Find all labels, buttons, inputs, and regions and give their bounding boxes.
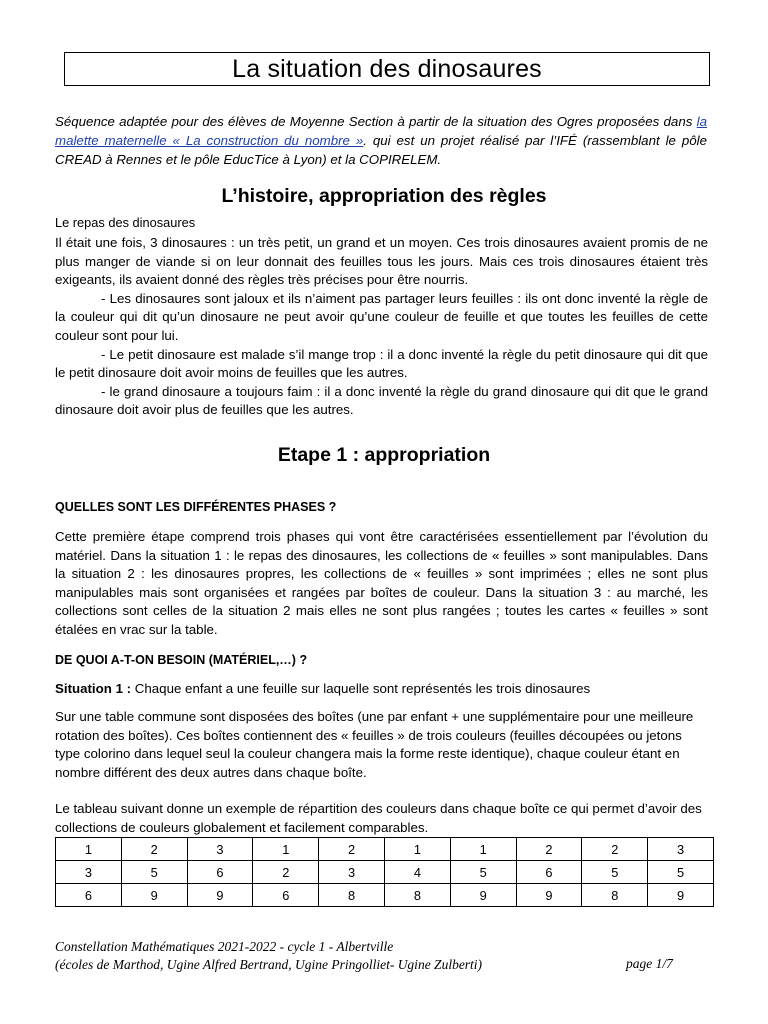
table-cell: 9 (450, 884, 516, 907)
page-number: page 1/7 (626, 956, 673, 971)
table-cell: 8 (582, 884, 648, 907)
story-paragraph: Il était une fois, 3 dinosaures : un très petit, un grand et un moyen. Ces trois dinosaures avaient promis de ne plus manger de viande si on leur donnait des feuilles tous les jours. Mais ces trois dinosaures étaient très exigeants, ils avaient donné des règles très précises pour être nourris. (55, 235, 708, 288)
table-cell: 6 (56, 884, 122, 907)
table-cell: 1 (384, 838, 450, 861)
section-heading-etape1: Etape 1 : appropriation (277, 444, 491, 466)
section-heading-histoire: L’histoire, appropriation des règles (221, 185, 547, 207)
situation1-text: Chaque enfant a une feuille sur laquelle sont représentés les trois dinosaures (131, 681, 591, 696)
table-cell: 5 (121, 861, 187, 884)
table-cell: 2 (582, 838, 648, 861)
rule-grand: - le grand dinosaure a toujours faim : il a donc inventé la règle du grand dinosaure qui dit que le grand dinosaure doit avoir plus de feuilles que les autres. (55, 383, 708, 418)
malette-link[interactable]: la malette maternelle « La construction du nombre » (55, 114, 707, 148)
table-cell: 8 (319, 884, 385, 907)
footer-line-1: Constellation Mathématiques 2021-2022 - cycle 1 - Albertville (55, 939, 394, 954)
boites-paragraph: Sur une table commune sont disposées des boîtes (une par enfant + une supplémentaire pour une meilleure rotation des boîtes). Ces boîtes contiennent des « feuilles » de trois couleurs (feuilles découpées ou jetons type colorino dans lequel seul la couleur changera mais la forme reste identique), chaque couleur étant en nombre différent des deux autres dans chaque boîte. (55, 709, 694, 780)
table-cell: 5 (648, 861, 714, 884)
intro-paragraph (55, 112, 707, 169)
table-cell: 3 (319, 861, 385, 884)
table-row (56, 884, 714, 907)
footer-line-2: (écoles de Marthod, Ugine Alfred Bertrand, Ugine Pringolliet- Ugine Zulberti) (55, 957, 483, 972)
table-cell: 9 (648, 884, 714, 907)
table-cell: 2 (319, 838, 385, 861)
table-row (56, 861, 714, 884)
title-box (64, 52, 710, 86)
table-cell: 5 (582, 861, 648, 884)
table-cell: 6 (187, 861, 253, 884)
table-cell: 9 (516, 884, 582, 907)
table-cell: 2 (253, 861, 319, 884)
question-phases: QUELLES SONT LES DIFFÉRENTES PHASES ? (55, 500, 337, 514)
table-cell: 5 (450, 861, 516, 884)
phases-paragraph: Cette première étape comprend trois phases qui vont être caractérisées essentiellement par l’évolution du matériel. Dans la situation 1 : le repas des dinosaures, les collections de « feuilles » sont manipulables. Dans la situation 2 : les dinosaures propres, les collections de « feuilles » sont imprimées ; elles ne sont plus manipulables mais sont organisées et rangées par boîtes de couleur. Dans la situation 3 : au marché, les collections sont celles de la situation 2 mais elles ne sont plus rangées ; toutes les cartes « feuilles » sont étalées en vrac sur la table. (55, 529, 708, 637)
repartition-paragraph: Le tableau suivant donne un exemple de répartition des couleurs dans chaque boîte ce qui permet d’avoir des collections de couleurs globalement et facilement comparables. (55, 801, 702, 835)
footer (55, 938, 482, 974)
table-cell: 1 (56, 838, 122, 861)
story-block (55, 234, 708, 420)
table-cell: 6 (253, 884, 319, 907)
table-cell: 4 (384, 861, 450, 884)
table-cell: 1 (450, 838, 516, 861)
table-cell: 9 (121, 884, 187, 907)
table-cell: 9 (187, 884, 253, 907)
table-cell: 1 (253, 838, 319, 861)
table-cell: 2 (121, 838, 187, 861)
table-cell: 3 (56, 861, 122, 884)
intro-text-after: . qui est un projet réalisé par l’IFÉ (rassemblant le pôle CREAD à Rennes et le pôle EducTice à Lyon) et la COPIRELEM. (55, 133, 707, 167)
table-cell: 3 (187, 838, 253, 861)
rule-petit: - Le petit dinosaure est malade s’il mange trop : il a donc inventé la règle du petit dinosaure qui dit que le petit dinosaure doit avoir moins de feuilles que les autres. (55, 346, 708, 381)
table-cell: 3 (648, 838, 714, 861)
page-title: La situation des dinosaures (232, 55, 542, 83)
question-materiel: DE QUOI A-T-ON BESOIN (MATÉRIEL,…) ? (55, 653, 308, 667)
table-cell: 6 (516, 861, 582, 884)
situation1-line (55, 680, 708, 699)
intro-text-before: Séquence adaptée pour des élèves de Moyenne Section à partir de la situation des Ogres proposées dans (55, 114, 697, 129)
table-cell: 2 (516, 838, 582, 861)
table-cell: 8 (384, 884, 450, 907)
repartition-table (55, 837, 714, 907)
rule-couleur: - Les dinosaures sont jaloux et ils n’aiment pas partager leurs feuilles : ils ont donc inventé la règle de la couleur qui dit qu’un dinosaure ne peut avoir qu’une couleur de feuille et que toutes les feuilles de cette couleur sont pour lui. (55, 290, 708, 343)
repas-label: Le repas des dinosaures (55, 215, 196, 230)
situation1-label: Situation 1 : (55, 681, 132, 696)
table-row (56, 838, 714, 861)
